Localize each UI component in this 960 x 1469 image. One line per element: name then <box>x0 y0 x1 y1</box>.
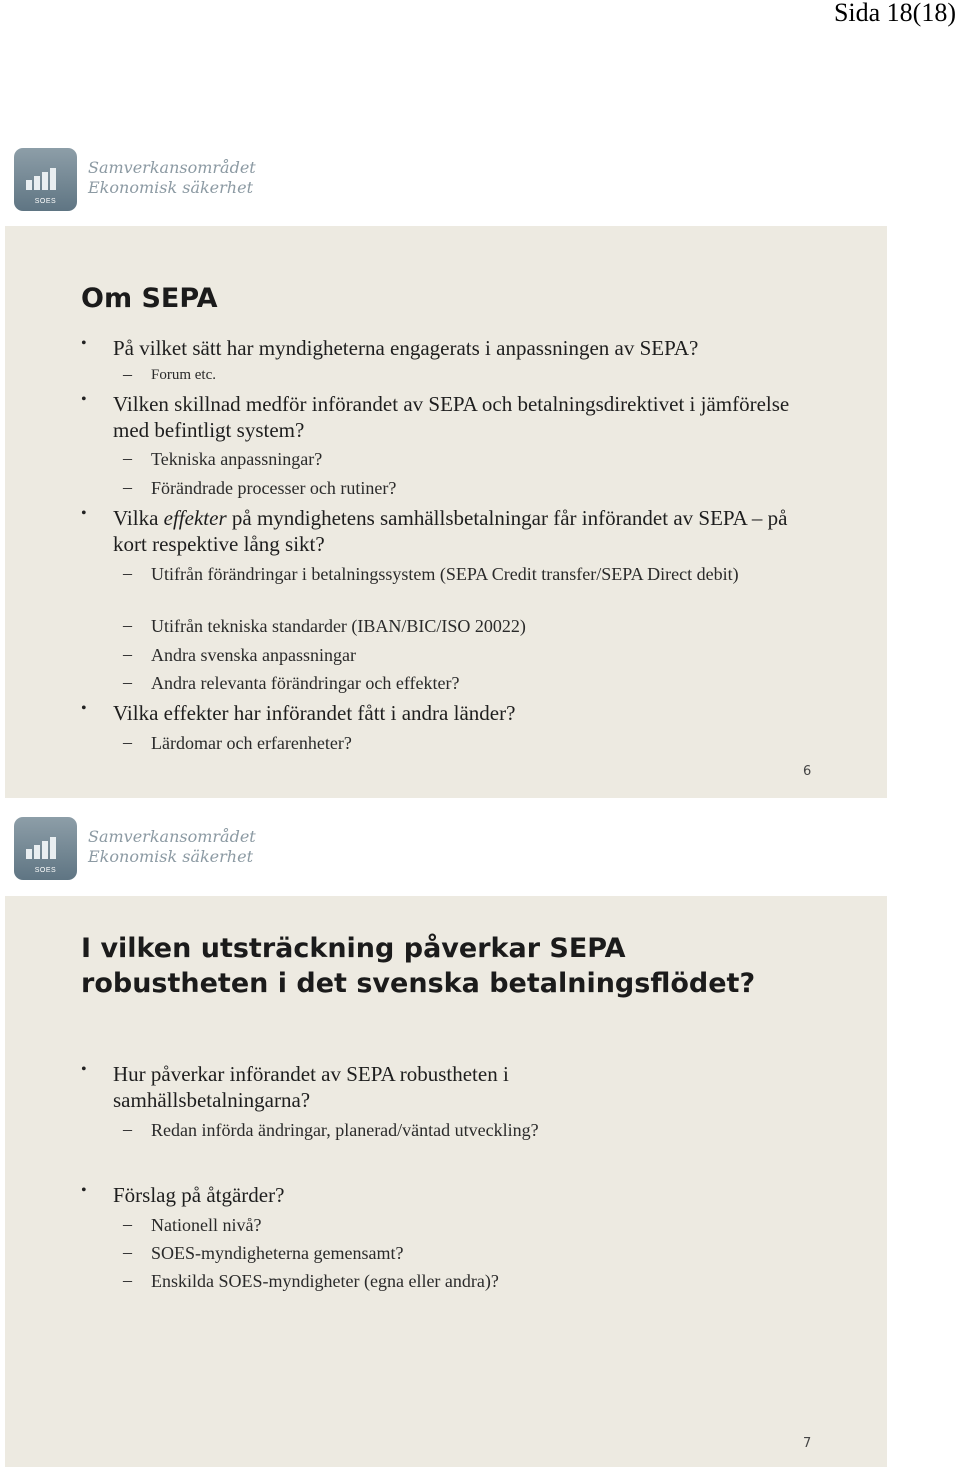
bullet-text-emphasis: effekter <box>163 506 227 530</box>
bullet-text: Vilka effekter har införandet fått i andra länder? <box>113 701 516 725</box>
logo-name <box>88 827 256 867</box>
logo-name-line2: Ekonomisk säkerhet <box>88 847 253 866</box>
soes-logo <box>14 817 314 881</box>
bullet-text: Förslag på åtgärder? <box>113 1183 285 1207</box>
sub-text: SOES-myndigheterna gemensamt? <box>151 1243 404 1263</box>
soes-logo <box>14 148 314 212</box>
sub-text: Forum etc. <box>151 367 216 383</box>
logo-name <box>88 158 256 198</box>
slide-title-line1: I vilken utsträckning påverkar SEPA <box>81 933 626 964</box>
bullet-text: På vilket sätt har myndigheterna engagerats i anpassningen av SEPA? <box>113 336 699 360</box>
bullet-text: Vilken skillnad medför införandet av SEPA och betalningsdirektivet i jämförelse med befintligt system? <box>113 392 790 442</box>
slide-6: Om SEPA • På vilket sätt har myndigheterna engagerats i anpassningen av SEPA? – Forum etc. • Vilken skillnad medför införandet av SEPA och betalningsdirektivet i jämförelse med befintligt system? – Tekniska anpassningar? – Förändrade processer och rutiner? • Vilka effekter på myndighetens samhällsbetalningar får införandet av SEPA – på kort respektive lång sikt? – Utifrån förändringar i betalningssystem (SEPA Credit transfer/SEPA Direct debit) – Utifrån tekniska standarder (IBAN/BIC/ISO 20022) – Andra svenska anpassningar – Andra relevanta förändringar och effekter? • Vilka effekter har införandet fått i andra länder? – Lärdomar och erfarenheter? 6 <box>5 226 887 798</box>
slide-number: 6 <box>803 764 812 779</box>
logo-name-line1: Samverkansområdet <box>88 827 256 846</box>
soes-logo-icon <box>14 148 77 211</box>
sub-text: Tekniska anpassningar? <box>151 449 323 469</box>
logo-abbreviation: SOES <box>34 867 57 874</box>
sub-text: Enskilda SOES-myndigheter (egna eller andra)? <box>151 1271 499 1291</box>
logo-name-line2: Ekonomisk säkerhet <box>88 178 253 197</box>
soes-logo-icon <box>14 817 77 880</box>
sub-text: Andra svenska anpassningar <box>151 645 356 665</box>
page-number: Sida 18(18) <box>833 0 956 27</box>
sub-text: Redan införda ändringar, planerad/väntad utveckling? <box>151 1120 539 1140</box>
slide-7: I vilken utsträckning påverkar SEPA robustheten i det svenska betalningsflödet? • Hur påverkar införandet av SEPA robustheten i samhällsbetalningarna? – Redan införda ändringar, planerad/väntad utveckling? • Förslag på åtgärder? – Nationell nivå? – SOES-myndigheterna gemensamt? – Enskilda SOES-myndigheter (egna eller andra)? 7 <box>5 896 887 1467</box>
slide-number: 7 <box>803 1436 812 1451</box>
slide-title: Om SEPA <box>81 283 218 314</box>
sub-text: Utifrån tekniska standarder (IBAN/BIC/ISO 20022) <box>151 616 526 636</box>
slide-title <box>81 931 755 1001</box>
logo-abbreviation: SOES <box>34 198 57 205</box>
sub-text: Utifrån förändringar i betalningssystem (SEPA Credit transfer/SEPA Direct debit) <box>151 564 739 584</box>
bullet-text <box>113 505 803 557</box>
sub-text: Nationell nivå? <box>151 1215 262 1235</box>
sub-text: Lärdomar och erfarenheter? <box>151 733 352 753</box>
bullet-text-pre: Vilka <box>113 506 164 530</box>
logo-name-line1: Samverkansområdet <box>88 158 256 177</box>
bullet-text: Hur påverkar införandet av SEPA robustheten i samhällsbetalningarna? <box>113 1062 509 1112</box>
bullet-text-post: på myndighetens samhällsbetalningar får införandet av SEPA – på kort respektive lång sikt? <box>113 506 788 556</box>
slide-title-line2: robustheten i det svenska betalningsflödet? <box>81 968 756 999</box>
sub-text: Andra relevanta förändringar och effekter? <box>151 673 460 693</box>
sub-text: Förändrade processer och rutiner? <box>151 478 397 498</box>
